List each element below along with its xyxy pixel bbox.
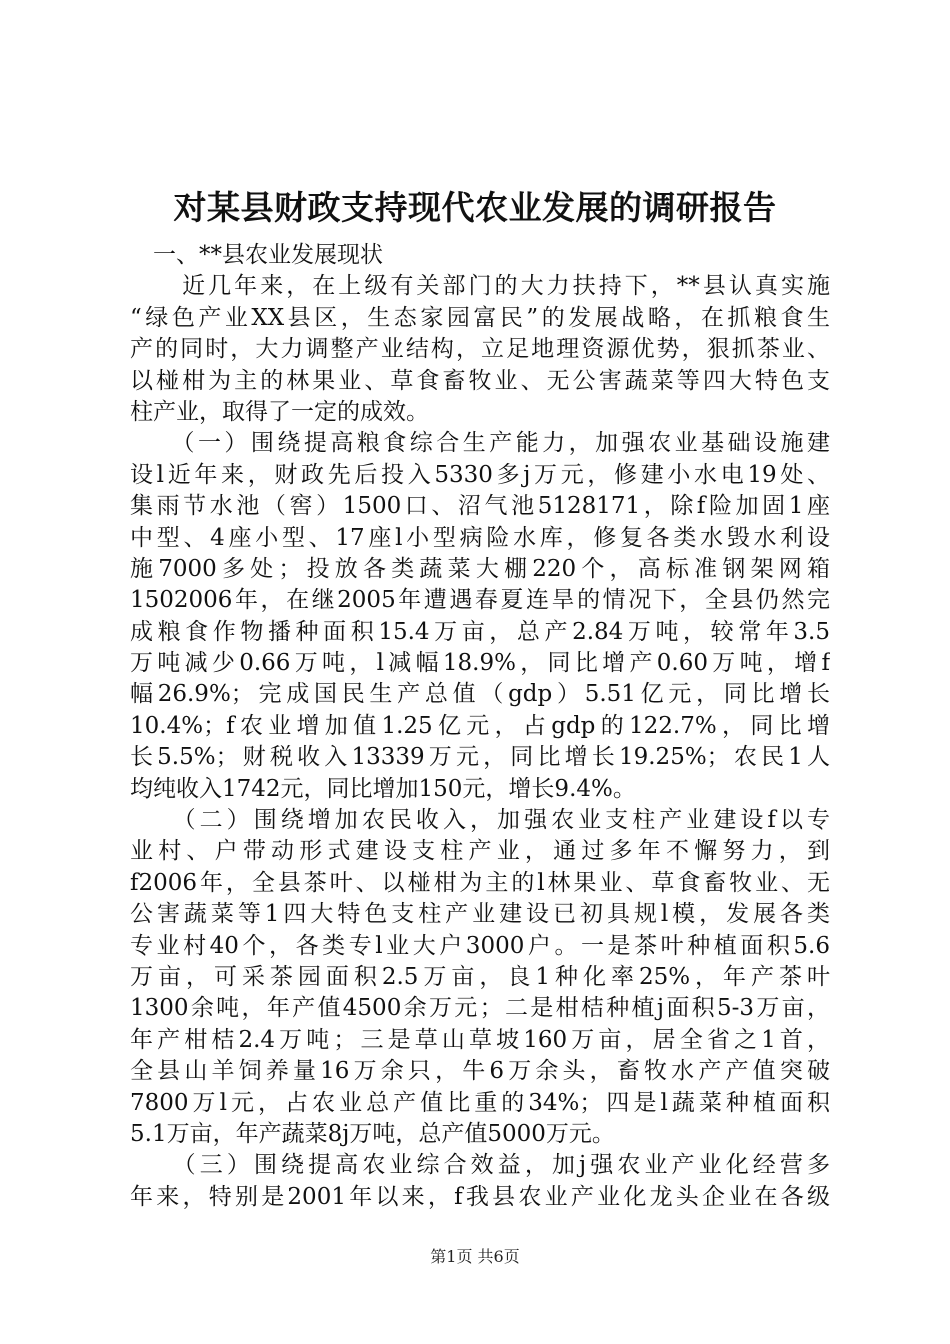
body-line: 成粮食作物播种面积15.4万亩，总产2.84万吨，较常年3.5 — [130, 618, 830, 645]
document-title: 对某县财政支持现代农业发展的调研报告 — [173, 188, 777, 227]
body-line: 幅26.9%；完成国民生产总值（gdp）5.51亿元，同比增长 — [130, 681, 830, 708]
body-line: 万吨减少0.66万吨，l减幅18.9%，同比增产0.60万吨，增f — [130, 650, 830, 677]
body-line: 产的同时，大力调整产业结构，立足地理资源优势，狠抓茶业、 — [130, 336, 830, 363]
body-line: （三）围绕提高农业综合效益，加j强农业产业化经营多 — [130, 1152, 830, 1179]
body-line: 年产柑桔2.4万吨；三是草山草坡160万亩，居全省之1首， — [130, 1026, 830, 1053]
page-footer: 第1页 共6页 — [430, 1247, 520, 1266]
body-line: 7800万l元，占农业总产值比重的34%；四是l蔬菜种植面积 — [130, 1089, 830, 1116]
body-line: f2006年，全县茶叶、以椪柑为主的l林果业、草食畜牧业、无 — [130, 869, 830, 896]
body-line: 1300余吨，年产值4500余万元；二是柑桔种植j面积5-3万亩， — [130, 995, 830, 1022]
body-line: 年来，特别是2001年以来，f我县农业产业化龙头企业在各级 — [130, 1183, 830, 1210]
body-line: 1502006年，在继2005年遭遇春夏连旱的情况下，全县仍然完 — [130, 587, 830, 614]
body-line: （二）围绕增加农民收入，加强农业支柱产业建设f以专 — [130, 807, 830, 834]
body-line: （一）围绕提高粮食综合生产能力，加强农业基础设施建 — [130, 430, 830, 457]
body-line: 全县山羊饲养量16万余只，牛6万余头，畜牧水产产值突破 — [130, 1058, 830, 1085]
body-line: 5.1万亩，年产蔬菜8j万吨，总产值5000万元。 — [130, 1120, 615, 1147]
document-body — [130, 240, 830, 1213]
body-line: 公害蔬菜等1四大特色支柱产业建设已初具规l模，发展各类 — [130, 901, 830, 928]
body-line: 近几年来，在上级有关部门的大力扶持下，**县认真实施 — [130, 273, 830, 300]
body-line: “绿色产业XX县区，生态家园富民”的发展战略，在抓粮食生 — [130, 304, 830, 331]
body-line: 集雨节水池（窖）1500口、沼气池5128171，除f险加固1座 — [130, 493, 830, 520]
body-line: 业村、户带动形式建设支柱产业，通过多年不懈努力，到 — [130, 838, 830, 865]
body-line: 中型、4座小型、17座l小型病险水库，修复各类水毁水利设 — [130, 524, 830, 551]
body-line: 设l近年来，财政先后投入5330多j万元，修建小水电19处、 — [130, 461, 830, 488]
body-line: 万亩，可采茶园面积2.5万亩，良1种化率25%，年产茶叶 — [130, 963, 830, 990]
body-line: 柱产业，取得了一定的成效。 — [130, 398, 429, 425]
body-line: 均纯收入1742元，同比增加150元，增长9.4%。 — [130, 775, 636, 802]
body-line: 专业村40个，各类专l业大户3000户。一是茶叶种植面积5.6 — [130, 932, 830, 959]
body-line: 以椪柑为主的林果业、草食畜牧业、无公害蔬菜等四大特色支 — [130, 367, 830, 394]
body-line: 施7000多处；投放各类蔬菜大棚220个，高标准钢架网箱 — [130, 555, 830, 582]
body-line: 10.4%；f农业增加值1.25亿元，占gdp的122.7%，同比增 — [130, 712, 830, 739]
body-line: 长5.5%；财税收入13339万元，同比增长19.25%；农民1人 — [130, 744, 830, 771]
body-line: 一、**县农业发展现状 — [130, 242, 383, 268]
